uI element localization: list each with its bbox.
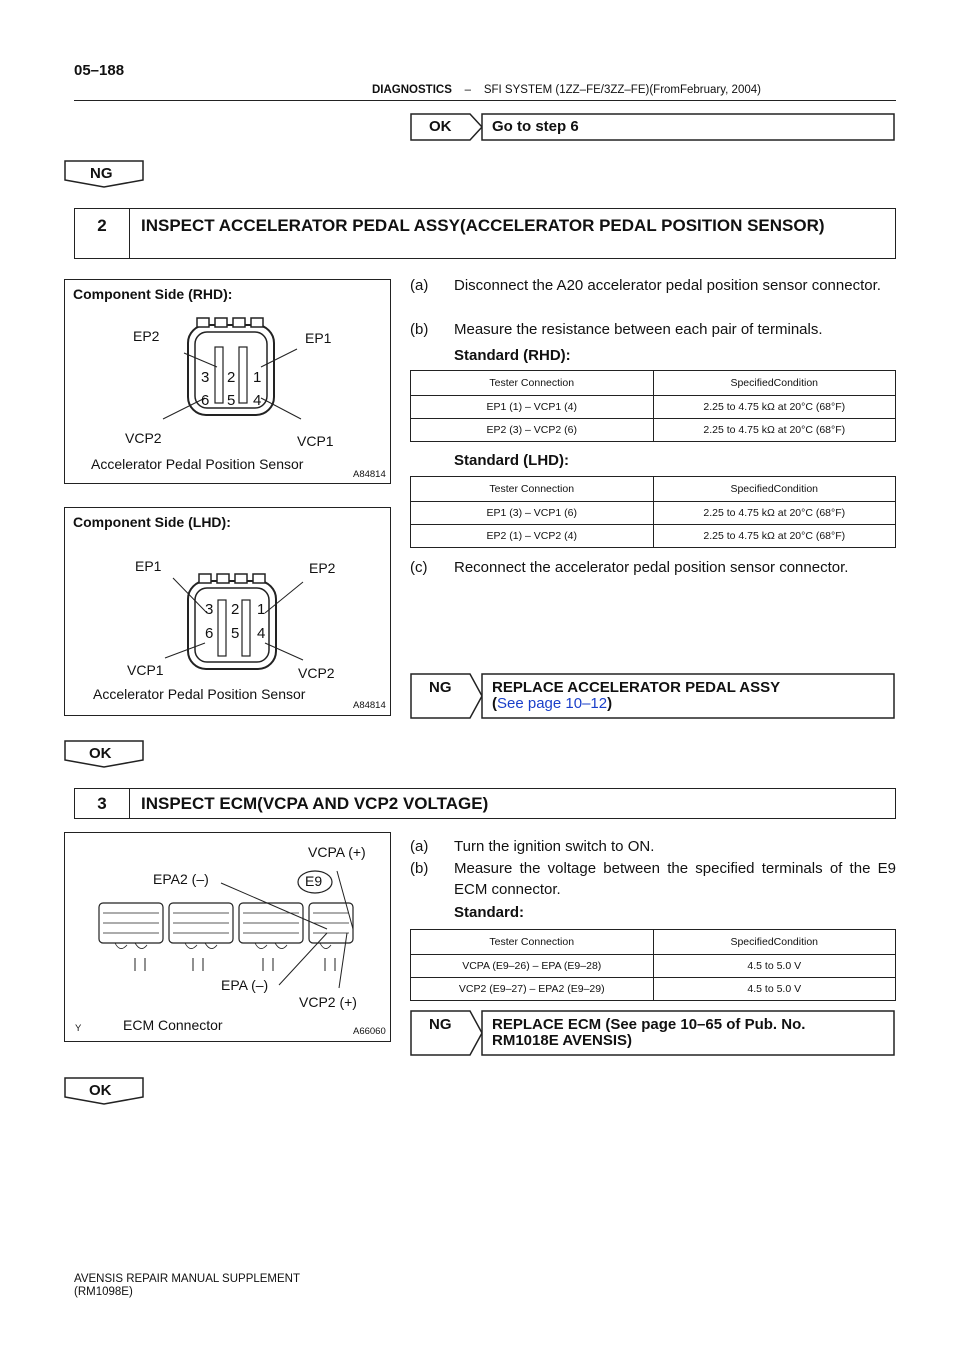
- pin-3: 3: [201, 369, 210, 386]
- pin-5: 5: [231, 625, 240, 642]
- table-row: [411, 502, 896, 525]
- spec-table-lhd: [410, 476, 896, 548]
- ng-tag: NG: [429, 1016, 452, 1033]
- connector-drawing: [65, 508, 390, 715]
- step-3-header: [74, 788, 896, 819]
- table-cell: VCP2 (E9–27) – EPA2 (E9–29): [411, 978, 654, 1001]
- step-2-header: [74, 208, 896, 259]
- pin-4: 4: [257, 625, 266, 642]
- item-label: (b): [410, 321, 429, 338]
- standard-rhd-label: Standard (RHD):: [454, 347, 571, 364]
- table-cell: 2.25 to 4.75 kΩ at 20°C (68°F): [653, 419, 896, 442]
- figure-title: Component Side (LHD):: [73, 514, 231, 530]
- ng-action-line1: REPLACE ECM (See page 10–65 of Pub. No.: [492, 1016, 806, 1033]
- table-cell: 2.25 to 4.75 kΩ at 20°C (68°F): [653, 525, 896, 548]
- pin-1: 1: [253, 369, 262, 386]
- ng-action-line2: RM1018E AVENSIS): [492, 1032, 633, 1049]
- item-text: Turn the ignition switch to ON.: [454, 838, 655, 855]
- step-number: 3: [75, 789, 130, 818]
- footer-line-2: (RM1098E): [74, 1286, 133, 1298]
- pin-2: 2: [227, 369, 236, 386]
- item-label: (a): [410, 838, 429, 855]
- step2-instruction-b: [410, 319, 896, 341]
- paren-open: (: [492, 695, 497, 712]
- pin-3: 3: [205, 601, 214, 618]
- table-row: [411, 955, 896, 978]
- terminal-label-tr: EP1: [305, 330, 332, 346]
- figure-lhd-connector: [64, 507, 391, 716]
- terminal-label-bl: VCP2: [125, 430, 162, 446]
- see-page-10-12-link[interactable]: See page 10–12: [497, 695, 608, 712]
- running-header: [372, 84, 761, 96]
- figure-caption: ECM Connector: [123, 1017, 223, 1033]
- step2-instruction-a: [410, 275, 896, 319]
- terminal-label-br: VCP2: [298, 665, 335, 681]
- step2-instruction-c: [410, 557, 896, 601]
- table-header: SpecifiedCondition: [653, 477, 896, 502]
- ng-action-line2: [492, 695, 612, 712]
- figure-rhd-connector: [64, 279, 391, 484]
- table-cell: VCPA (E9–26) – EPA (E9–28): [411, 955, 654, 978]
- step3-instruction-b: [410, 858, 896, 902]
- step3-instruction-a: [410, 836, 896, 858]
- table-row: [411, 525, 896, 548]
- table-header: Tester Connection: [411, 371, 654, 396]
- figure-code: A84814: [353, 469, 386, 480]
- table-cell: 4.5 to 5.0 V: [653, 955, 896, 978]
- ok-tag: OK: [429, 118, 452, 135]
- figure-caption: Accelerator Pedal Position Sensor: [91, 456, 304, 472]
- item-text: Measure the voltage between the specified terminals of the E9 ECM connector.: [454, 860, 896, 898]
- pin-6: 6: [201, 392, 210, 409]
- figure-code: A84814: [353, 700, 386, 711]
- item-text: Reconnect the accelerator pedal position sensor connector.: [454, 559, 849, 576]
- ng-label: [64, 160, 144, 188]
- ok-label: [64, 1077, 144, 1105]
- table-cell: 2.25 to 4.75 kΩ at 20°C (68°F): [653, 396, 896, 419]
- item-label: (b): [410, 860, 429, 877]
- footer: [74, 1273, 300, 1299]
- figure-ecm-connector: [64, 832, 391, 1042]
- table-header: Tester Connection: [411, 477, 654, 502]
- standard-lhd-label: Standard (LHD):: [454, 452, 569, 469]
- pin-6: 6: [205, 625, 214, 642]
- item-text: Measure the resistance between each pair of terminals.: [454, 321, 823, 338]
- header-title: SFI SYSTEM (1ZZ–FE/3ZZ–FE)(FromFebruary, 2004): [483, 84, 761, 96]
- paren-close: ): [607, 695, 613, 712]
- pin-1: 1: [257, 601, 266, 618]
- table-cell: EP2 (3) – VCP2 (6): [411, 419, 654, 442]
- y-mark: Y: [75, 1023, 82, 1034]
- pin-4: 4: [253, 392, 262, 409]
- table-cell: 2.25 to 4.75 kΩ at 20°C (68°F): [653, 502, 896, 525]
- figure-caption: Accelerator Pedal Position Sensor: [93, 686, 306, 702]
- vcpa-label: VCPA (+): [308, 844, 366, 860]
- pin-5: 5: [227, 392, 236, 409]
- item-text: Disconnect the A20 accelerator pedal position sensor connector.: [454, 277, 881, 294]
- table-row: [411, 396, 896, 419]
- table-cell: EP1 (3) – VCP1 (6): [411, 502, 654, 525]
- figure-title: Component Side (RHD):: [73, 286, 233, 302]
- footer-line-1: AVENSIS REPAIR MANUAL SUPPLEMENT: [74, 1273, 301, 1285]
- ng-label-text: NG: [90, 165, 113, 182]
- page-number: 05–188: [74, 62, 125, 79]
- vcp2-label: VCP2 (+): [299, 994, 357, 1010]
- e9-label: E9: [305, 873, 323, 889]
- terminal-label-br: VCP1: [297, 433, 334, 449]
- step-number: 2: [75, 209, 130, 258]
- table-cell: EP1 (1) – VCP1 (4): [411, 396, 654, 419]
- terminal-label-tl: EP2: [133, 328, 160, 344]
- table-row: [411, 419, 896, 442]
- table-cell: 4.5 to 5.0 V: [653, 978, 896, 1001]
- table-header: SpecifiedCondition: [653, 930, 896, 955]
- step-title: INSPECT ECM(VCPA AND VCP2 VOLTAGE): [141, 794, 489, 813]
- epa2-label: EPA2 (–): [153, 871, 209, 887]
- step2-ng-result: [410, 673, 896, 719]
- spec-table-voltage: [410, 929, 896, 1001]
- ok-result-row: [410, 113, 896, 141]
- ok-arrow-shape: [410, 113, 896, 141]
- step-title: INSPECT ACCELERATOR PEDAL ASSY(ACCELERATOR PEDAL POSITION SENSOR): [141, 216, 825, 235]
- epa-label: EPA (–): [221, 977, 269, 993]
- table-header: SpecifiedCondition: [653, 371, 896, 396]
- table-row: [411, 978, 896, 1001]
- item-label: (a): [410, 277, 429, 294]
- ok-label-text: OK: [89, 1082, 112, 1099]
- go-to-step-6-link[interactable]: Go to step 6: [492, 118, 579, 135]
- terminal-label-bl: VCP1: [127, 662, 164, 678]
- pin-2: 2: [231, 601, 240, 618]
- header-rule: [74, 100, 896, 101]
- header-section: DIAGNOSTICS: [372, 84, 452, 96]
- table-cell: EP2 (1) – VCP2 (4): [411, 525, 654, 548]
- standard-label: Standard:: [454, 904, 525, 921]
- ng-tag: NG: [429, 679, 452, 696]
- terminal-label-tr: EP2: [309, 560, 336, 576]
- spec-table-rhd: [410, 370, 896, 442]
- header-separator: –: [464, 84, 472, 96]
- step3-ng-result: [410, 1010, 896, 1056]
- ok-label: [64, 740, 144, 768]
- figure-code: A66060: [353, 1026, 386, 1037]
- ok-label-text: OK: [89, 745, 112, 762]
- ng-action-line1: REPLACE ACCELERATOR PEDAL ASSY: [492, 679, 781, 696]
- terminal-label-tl: EP1: [135, 558, 162, 574]
- item-label: (c): [410, 559, 428, 576]
- table-header: Tester Connection: [411, 930, 654, 955]
